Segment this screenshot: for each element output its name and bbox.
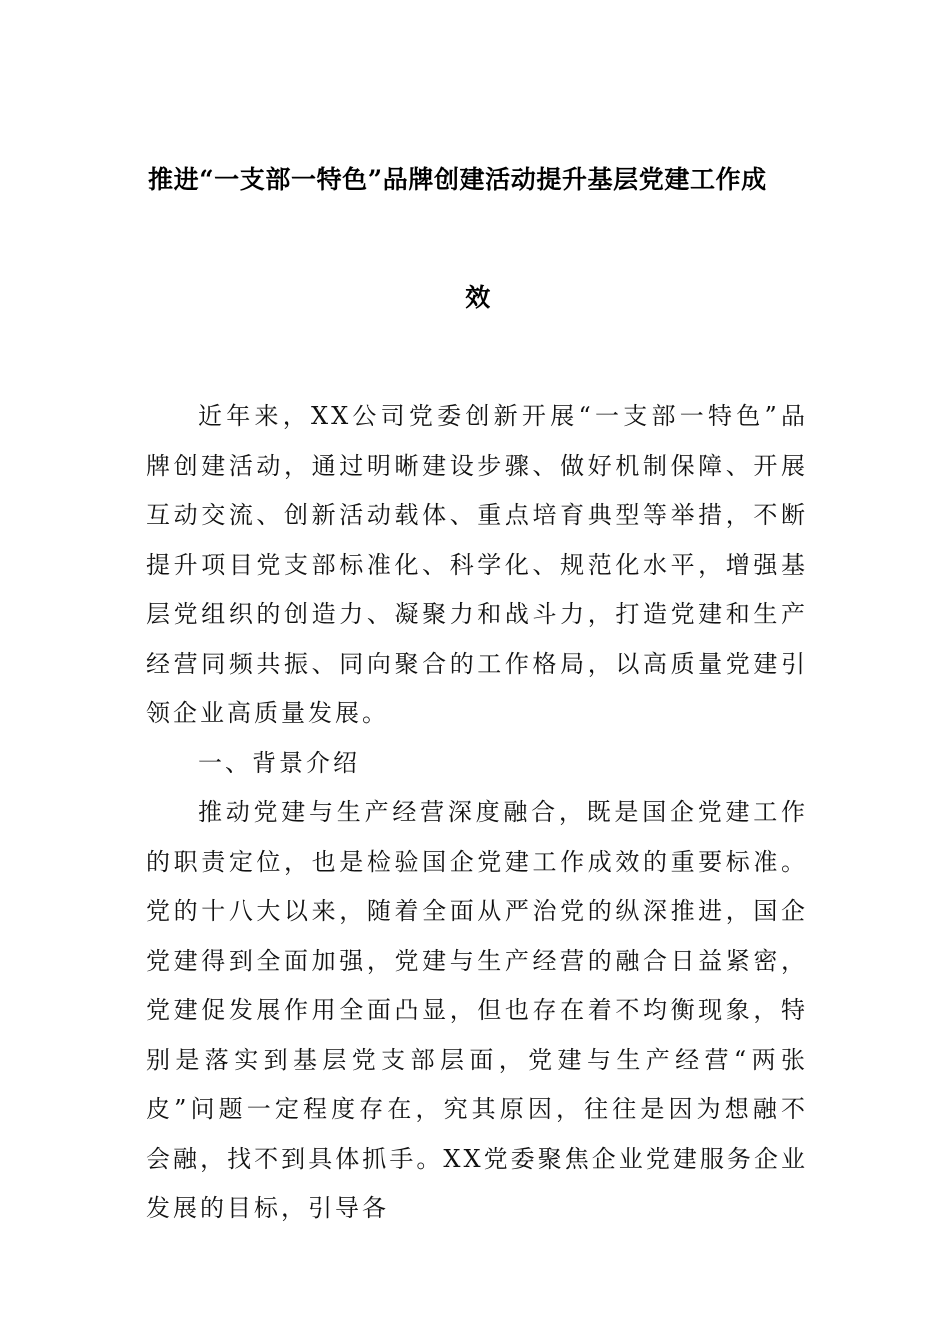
section-heading-background: 一、背景介绍: [198, 748, 360, 777]
document-body: [146, 392, 808, 1234]
document-title-line-1: 推进“一支部一特色”品牌创建活动提升基层党建工作成: [148, 165, 767, 194]
document-title-line-2: 效: [465, 283, 491, 312]
background-paragraph: 推动党建与生产经营深度融合，既是国企党建工作的职责定位，也是检验国企党建工作成效的重要标准。党的十八大以来，随着全面从严治党的纵深推进，国企党建得到全面加强，党建与生产经营的融合日益紧密，党建促发展作用全面凸显，但也存在着不均衡现象，特别是落实到基层党支部层面，党建与生产经营“两张皮”问题一定程度存在，究其原因，往往是因为想融不会融，找不到具体抓手。XX党委聚焦企业党建服务企业发展的目标，引导各: [146, 798, 808, 1222]
intro-paragraph: 近年来，XX公司党委创新开展“一支部一特色”品牌创建活动，通过明晰建设步骤、做好机制保障、开展互动交流、创新活动载体、重点培育典型等举措，不断提升项目党支部标准化、科学化、规范化水平，增强基层党组织的创造力、凝聚力和战斗力，打造党建和生产经营同频共振、同向聚合的工作格局，以高质量党建引领企业高质量发展。: [146, 402, 808, 727]
